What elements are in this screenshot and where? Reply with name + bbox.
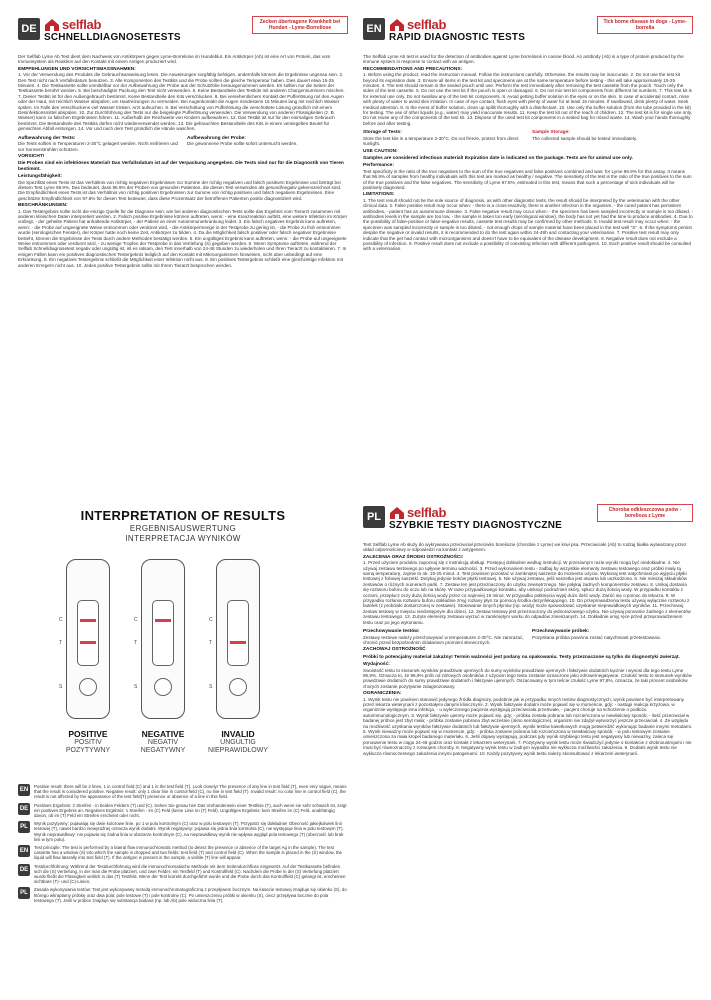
- test-line: [230, 641, 246, 644]
- lang-badge: PL: [18, 887, 30, 899]
- store-head-en: Storage of Tests:: [363, 130, 402, 136]
- interp-title: INTERPRETATION OF RESULTS: [80, 508, 286, 523]
- result-label-text: NIEPRAWIDŁOWY: [207, 747, 269, 754]
- house-logo-icon: [44, 18, 60, 32]
- interp-block-text: Positives Ergebnis: 2 Streifen - in beiden Feldern (T) und (C). Sehen Sie genau hin! Das Vorhandensein einer Testlinie (T), auch wenn sie sehr schwach ist, zeigt ein positives Ergebnis an. Negatives Ergebnis: 1 Streifen - im (C) Feld (keine Linie im (T) Feld). Ungültiges Ergebnis: kein Streifen im (C) Feld, unabhängig davon, ob im (T) Feld ein Streifen erscheint oder nicht.: [34, 802, 347, 819]
- result-window: [152, 600, 174, 666]
- interp-block-text: Testdurchführung: Während der Testdurchführung wird die immunochromatische Methode mit dem Seitendurchfluss eingesetzt. Auf der Testkassette befinden sich die (S) Vertiefung, in der man die Probe platziert, und zwei Felder: ein Testfeld (T) und Kontrollfeld (C). Nachdem die Probe in der (S) Vertiefung platziert wurde fließt die Flüssigkeit seitlich in das (T) Testfeld. Wenn der Test korrekt durchgeführt wurde und die Probe durch das Kontrollfeld (C) gelangt ist, erscheinen sichtbare (T)- und (C)-Linien.: [34, 863, 346, 885]
- store-de: Die Tests sollten in Temperaturen 2-30°C gelagert werden. Nicht einfrieren und vor Sonnenstrahlen schützen.: [18, 141, 178, 152]
- test-field-label: T: [59, 640, 63, 646]
- interp-block-text: Wynik pozytywny: pojawiają się dwie kolorowe linie, po 1 w polu kontrolnym (C) oraz w polu testowym (T). Przypatrz się dokładnie! Obecność jakiejkolwiek linii testowej (T), nawet bardzo niewyraźnej oznacza wynik dodatni. Wynik negatywny: pojawia się jedna linia kontrolna (C), nie występuje linia w polu testowym (T). Wynik nieprawidłowy: nie pojawia się żadna linia w obszarze kontrolnym (C), na nieprawidłowy wynik nie wpływa wygląd pola testowego (T) (obecność lub brak linii w tym polu).: [34, 821, 344, 842]
- interp-block: [18, 864, 348, 885]
- header-en: [363, 16, 693, 54]
- lim-head-de: BESCHRÄNKUNGEN:: [18, 203, 68, 209]
- lang-badge-en: EN: [363, 18, 385, 40]
- perf-en: Test specificity is the ratio of the true negatives to the sum of the true negatives and false positives combined and was: for Lyme 96.9% for this assay. It means that 96.9% of samples from healthy individuals with this test are marked as healthy / negative. The sensitivity of the test is the ratio of the true positives to the sum of the true positives and the false negatives. The sensitivity of Lyme 97.8%, estimated in this test, means that such a percentage of sick individuals will be positively diagnosed.: [363, 168, 692, 190]
- perf-de: Die Spezifität eines Tests ist das Verhältnis von richtig negativen Ergebnissen zur Summe der richtig negativen und falsch positiven Ergebnisse und beträgt bei diesem Test Lyme 96.9%. Das bedeutet, dass 96.9% der Proben von gesunden Patienten, die diesen Test verwenden als gesund/negativ gekennzeichnet sind. Die Empfindlichkeit eines Tests ist das Verhältnis von richtig positiven Ergebnissen zur Summe von richtig positiven und falsch negativen Ergebnissen. Eine geschätzte Empfindlichkeit von 97.8% für diesen Test bedeutet, dass diese Prozentsatz der betroffenen Patienten positiv diagnostiziert wird.: [18, 179, 342, 201]
- test-cassette: [209, 559, 260, 719]
- header-pl: [363, 504, 693, 542]
- brand-logo: [44, 17, 101, 32]
- lim-en: 1. The test result should not be the sole source of diagnosis, as with other diagnostic tests, the result should be interpreted by the veterinarian with the other clinical data. 2. False positive result may occur when: - there is a cross-reactivity, there is another infection in the organism, - the cured patient has persistent antibodies, - patient has an autoimmune disease. 3. False negative result may occur when: - the specimen has been sampled incorrectly or sample is too diluted, - antibodies levels in the sample are too low, - the sample is taken too early (serological window), the body has not yet had the time to produce antibodies. 4. Due to the possibility of false-positive or false-negative results, cassette test results may be confirmed by other methods. 5. Invalid test result may occur when: - the specimen was sampled incorrectly or sample is too diluted, - not enough drops of sample material have been placed in the test well "S". 6. If the symptoms persist despite the negative or invalid results, it is recommended to do the test again within 24-48h and contacting your veterinarian. 7. Positive test result may only indicate that the pet had contact with microorganisms and doesn't have to be equivalent of the disease development. 8. Negative result does not exclude a possibility of infection. 9. Positive result does not exclude a possibility of coexisting infection with different pathogens. 10. Each positive result should be consulted with a veterinarian.: [363, 197, 693, 252]
- test-cassettes: [18, 551, 348, 781]
- interp-blocks: [18, 784, 348, 903]
- perf-head-en: Performance:: [363, 163, 394, 169]
- lang-badge-de: DE: [18, 18, 40, 40]
- store-head-pl: Przechowywanie testów:: [363, 629, 420, 635]
- lim-head-pl: OGRANICZENIA:: [363, 691, 402, 697]
- interp-block-text: Positive result: there will be 2 lines, 1 in control field (C) and 1 in the test field (T). Look closely! The presence of any line in test field (T), even very vague, means that the result is considered positive. Negative result: only 1 clear line in control field (C), no line in test field (T). Invalid result: no color line in control field (C), the result is not affected by the appearance of the test field(T) presence or absence of a line in this field.: [34, 784, 347, 800]
- sample-well-label: S: [209, 684, 213, 690]
- page-title-en: RAPID DIAGNOSTIC TESTS: [389, 32, 526, 43]
- storage-de: [18, 134, 348, 152]
- result-label-text: NEGATYWNY: [140, 747, 186, 754]
- sample-well-label: S: [59, 684, 63, 690]
- result-label: [193, 729, 283, 755]
- store-pl: Zestawy testowe należy przechowywać w temperaturze 2-30°C. Nie zamrażać, chronić przed bezpośrednim działaniem promieni słonecznych.: [363, 634, 524, 645]
- brand-logo: [389, 505, 446, 520]
- interp-block: [18, 784, 348, 800]
- rec-pl: 1. Przed użyciem produktu zapoznaj się z instrukcją obsługi. Postępuj dokładnie według instrukcji. W przeciwnym razie wyniki mogą być niedokładne. 2. Nie używaj zestawu testowego po upływie terminu ważności. 3. Przed wykonaniem testu - zadbaj by wszystkie elementy zestawu testowego oraz próbki miały tą samą temperaturę, zajmie to ok. 15-25 minut. 4. Test powinien pozostać w zamkniętej saszetce do momentu użycia. Wykonaj test natychmiast po wyjęciu płytki testowej z foliowej saszetki. Dotykaj jedynie boków płytki testowej. 5. Nie używaj zestawu, jeśli saszetka jest otwarta lub uszkodzona. 6. Nie mieszaj składników zestawów o różnych numerach partii. 7. Zestaw ten jest przeznaczony do użytku zewnętrznego. Nie połykaj żadnych komponentów zestawu. 8. Unikaj dostania się roztworu buforu do oczu lub na skórę. W razie przypadkowego kontaktu, aby uniknąć podrażnień skóry, spłucz dużą ilością wody. W przypadku kontaktu z oczami, przepłucz oczy dużą ilością wody przez co najmniej 15 minut. W przypadku połknięcia wypij dużo ilość wody. Zwróć się o pomoc do lekarza. 9. W przypadku rozlania roztworu buforu dokładnie zmyj rozlany płyn za pomocą środka dezynfekującego. 10. Do przeprowadzenia testu używaj wyłącznie roztworu z butelek (z probówki dostarczonej w zestawie). Stosowanie innych płynów (np. wody) może spowodować uzyskanie nieprawidłowych wyników. 11. Przechowuj zestaw testowy w miejscu niedostępnym dla dzieci. 12. Zestaw testowy jest przeznaczony do jednorazowego użytku. Nie używaj ponownie żadnego z elementów zestawu testowego. 13. Zużyte elementy zestawu wyrzuć w zamkniętym worku do odpadów zmieszanych. 14. Dokładnie umyj ręce przed przeprowadzeniem testu oraz po jego wykonaniu.: [363, 560, 691, 625]
- house-logo-icon: [389, 506, 405, 520]
- sample-well-label: S: [134, 684, 138, 690]
- intro-pl: Test Selflab Lyme Ab służy do wykrywania przeciwciał przeciwko boreliozie (chorobie z Lyme) we krwi psa. Przeciwciało (Ab) to rodzaj białka wytwarzany przez układ odpornościowy w odpowiedzi na kontakt z antygenem.: [363, 542, 687, 553]
- caution-en: Samples are considered infectious material! Expiration date is indicated on the package. Tests are for animal use only.: [363, 155, 633, 161]
- body-en: [363, 54, 693, 252]
- control-field-label: C: [134, 617, 138, 623]
- interp-block-text: Zasada wykonywania testów: Test jest wykonywany metodą immunochromatograficzną z przepływem bocznym. Na kasecie testowej znajduje się okienko (S), do którego wkraplamy próbkę oraz dwa pola: pole testowe (T) i pole kontrolne (C). Po umieszczeniu próbki w okienku (S), ciecz przepływa bocznie do pola testowego (T). Jeśli w próbce znajduje się substancja badana (np. lub Ab) pole widoczna linia (T).: [34, 887, 347, 903]
- sample-head-en: Sample Storage:: [532, 130, 570, 136]
- result-label-text: INVALID: [221, 729, 255, 739]
- brand-name: selflab: [407, 17, 447, 32]
- intro-de: Der Selflab Lyme Ab Test dient dem Nachweis von Antikörpern gegen Lyme-Borreliose im Hundeblut. Ein Antikörper (Ab) ist eine Art von Protein, das vom Immunsystem als Reaktion auf den Kontakt mit einem Antigen produziert wird.: [18, 54, 331, 65]
- disease-tag-en: Tick borne disease in dogs - Lyme-borrelia: [597, 16, 693, 34]
- page-title-pl: SZYBKIE TESTY DIAGNOSTYCZNE: [389, 520, 563, 531]
- result-label-text: POZYTYWNY: [65, 747, 111, 754]
- sample-de: Die gewonnene Probe sollte sofort untersucht werden.: [187, 141, 298, 147]
- lang-badge: PL: [18, 821, 30, 833]
- lim-head-en: LIMITATIONS:: [363, 192, 395, 198]
- result-label-text: NEGATIVE: [141, 729, 185, 739]
- caution-head-de: VORSICHT!: [18, 153, 45, 159]
- sample-well: [79, 678, 97, 696]
- sample-en: The collected sample should be tested immediately.: [532, 135, 638, 141]
- sample-head-de: Aufbewahrung der Probe:: [187, 135, 246, 141]
- control-field-label: C: [209, 617, 213, 623]
- rec-de: 1. Vor der Verwendung des Produkts die Gebrauchsanweisung lesen. Die Anweisungen sorgfältig befolgen, andernfalls können die Ergebnisse ungenau sein. 2. Den Test nicht nach Verfallsdatum benutzen. 3. Alle Komponenten des Testkits und die Probe sollten die gleiche Temperatur haben. Dies dauert etwa 15-25 Minuten. 4. Die Testkassette sollte unmittelbar vor der Aufbewahrung der Probe aus der Schutzfolie herausgenommen werden. Es sollten nur die Seiten der Testkassette berührt werden. 5. Bei beschädigter Packung den Test nicht verwenden. 6. Keine Bestandteile des Testkits mit anderen Chargennummern mischen. 7. Dieser Testkit ist für den Außengebrauch bestimmt. Keine Bestandteile des Kits verschlucken. 8. Bei versehentlichem Kontakt der Pufferlösung mit den Augen oder der Haut, mit reichlich Wasser abspülen; um Hautreizungen zu vermeiden. Bei Augenkontakt die Augen mindestens 15 Minuten lang mit reichlich Wasser spülen. Im Falle des Verschluckens viel Wasser trinken. Arzt aufsuchen. 9. Bei Verschüttung von Pufferlösung die verschüttete Lösung gründlich mit einem Desinfektionsmittel abspülen. 10. Zur Durchführung des Tests nur die beigelegte Pufferlösung verwenden. Die Verwendung von anderen Flüssigkeiten (z. B. Wasser) kann zu falschen Ergebnissen führen. 11. Außerhalb der Reichweite von Kindern aufbewahren. 12. Das Testkit ist nur für den einmaligen Gebrauch bestimmt. Die Bestandteile des Testkits dürfen nicht wiederverwendet werden. 13. Die gebrauchten Bestandteile des Kits in einem versiegelten Beutel für gemischten Abfall entsorgen. 14. Vor und nach dem Test gründlich die Hände waschen.: [18, 72, 345, 132]
- lang-badge: EN: [18, 784, 30, 796]
- header-de: [18, 16, 348, 54]
- perf-head-pl: Wydajność:: [363, 662, 390, 668]
- sample-well: [229, 678, 247, 696]
- section-pl: [363, 504, 693, 992]
- interp-subtitle-pl: INTERPRETACJA WYNIKÓW: [125, 534, 241, 543]
- lang-badge-pl: PL: [363, 506, 385, 528]
- intro-en: The Selflab Lyme Ab test is used for the detection of antibodies against Lyme borreliosis in canine blood. An antibody (Ab) is a type of protein produced by the immune system in response to contact with an antigen.: [363, 54, 684, 65]
- section-interpretation: [18, 504, 348, 992]
- page-title-de: SCHNELLDIAGNOSETESTS: [44, 32, 181, 43]
- interp-block-text: Test principle: The test is performed by a lateral flow immunochromatic method (to detect the presence or absence of the target Ag in the sample). The test cassette has a window (S) into which the sample is dropped and two fields: test field (T) and control field (C). When the sample is placed in the (S) window, the liquid will flow laterally into test field (T). If the antigen is present in the sample, a visible (T) line will appear.: [34, 845, 342, 861]
- test-field-label: T: [209, 640, 213, 646]
- caution-pl: Próbki to potencjalny materiał zakaźny! Termin ważności jest podany na opakowaniu. Testy przeznaczone są tylko do diagnostyki zwierząt.: [363, 654, 680, 660]
- interp-block: [18, 803, 348, 819]
- result-label-text: POSITIV: [74, 739, 102, 746]
- lim-de: 1. Das Testergebnis sollte nicht die einzige Quelle für die Diagnose sein; wie bei anderen diagnostischen Tests sollte das Ergebnis vom Tierarzt zusammen mit anderen klinischen Daten interpretiert werden. 2. Falsch positive Ergebnisse können auftreten, wenn: - eine Kreuzreaktion auftritt, eine weitere Infektion im Körper vorliegt, - der geheilte Patient hat anhaltende Antikörper, - der Patient an einer Autoimmunerkrankung leidet. 3. Ein falsch negatives Ergebnis kann auftreten, wenn: - die Probe auf ungeeignete Weise entnommen oder verdünnt wird, - die Antikörpermenge in der Testprobe zu gering ist, - die Probe zu früh entnommen wurde (serologisches Fenster), der Körper hatte noch keine Zeit, Antikörper zu bilden. 4. Da die Möglichkeit falsch positiver oder falsch negativer Ergebnisse besteht, können die Ergebnisse der Tests durch andere Methoden bestätigt werden. 5. Ein ungültiges Ergebnis kann auftreten, wenn: - die Probe auf ungeeignete Weise entnommen oder verdünnt wird, - zu wenige Tropfen der Testprobe in das Vertiefung (S) gegeben werden. 6. Wenn Symptome auftreten, während der Selflab Schnelldiagnosetest negativ oder ungültig ist, ist es ratsam, den Test innerhalb von 24-48 Stunden zu wiederholen und Ihren Tierarzt zu kontaktieren. 7. In einigen Fällen kann ein positives diagnostisches Testergebnis lediglich auf den Kontakt mit Mikroorganismen hinweisen, nicht aber unbedingt auf eine Erkrankung. 8. Ein negatives Testergebnis schließt die Möglichkeit einer Infektion nicht aus. 9. Ein positives Testergebnis schließt eine gleichzeitige Infektion mit anderen Erregern nicht aus. 10. Jedes positive Testergebnis sollte mit Ihrem Tierarzt besprochen werden.: [18, 208, 348, 268]
- control-field-label: C: [59, 617, 63, 623]
- test-cassette: [134, 559, 185, 719]
- sample-well: [154, 678, 172, 696]
- test-cassette: [59, 559, 110, 719]
- lim-pl: 1. Wynik testu nie powinien stanowić jedynego źródła diagnozy, podobnie jak w przypadku innych testów diagnostycznych, wynik powinien być interpretowany przez lekarza weterynarii z pozostałymi danymi klinicznymi. 2. Wynik fałszywie dodatni może pojawić się w momencie, gdy: - nastąpi reakcja krzyżowa, w organizmie występuje inna infekcja, - u wyleczonego pacjenta występują przeciwciała przetrwałe, - pacjent choruje na schorzenie o podłożu autoimmunologicznym. 3. Wynik fałszywie ujemny może pojawić się, gdy: - próbka została pobrana lub rozcieńczona w niewłaściwy sposób; - ilość przeciwciał w badanej próbce jest zbyt mała; - próbka zostanie pobrana zbyt wcześnie (okno serologiczne), organizm nie zdążył wytworzyć jeszcze przeciwciał. 4. Ze względu na możliwość uzyskania wyników fałszywie dodatnich lub fałszywie ujemnych, wyniki testów kasetkowych mogą potwierdzić wykonując badanie innymi metodami. 5. Wynik nieważny może pojawić się w momencie, gdy: - próbka zostanie pobrana lub rozcieńczona w niewłaściwy sposób; - w polu testowym zostanie umieszczona za mała kropel badanego materiału. 6. Jeśli objawy występują, podczas gdy wynik szybkiego testu jest negatywny lub nieważny, zaleca się ponowienie testu w ciągu 24-48 godzin oraz kontakt z lekarzem weterynarii. 7. Pozytywny wynik testu może świadczyć jedynie o kontakcie z drobnoustrojami i nie musi być równoznaczny z rozwojem choroby. 8. Negatywny wynik testu w żadnym wypadku nie wyklucza możliwości zakażenia. 9. Dodatni wynik testu nie wyklucza równoczesnego zakażenia innymi patogenami. 10. Każdy pozytywny wynik testu należy skonsultować z lekarzem weterynarii.: [363, 696, 693, 756]
- rec-en: 1. Before using the product, read the instruction manual. Follow the instructions carefully. Otherwise, the results may be inaccurate. 2. Do not use the test kit beyond its expiration date. 3. Ensure all items in the test kit and specimens are at the same temperature before testing - this will take approximately 15-25 minutes. 4. The test should remain in the sealed pouch until use. Perform the test immediately after removing the test cassette from the pouch. Touch only the sides of the test cassette. 5. Do not use the test kit if the pouch is open or damaged. 6. Do not mix test kit components from different lot numbers. 7. This test kit is for external use only. Do not swallow any of the test kit components. 8. Avoid getting buffer solution in the eyes or on the skin. In case of accidental contact, rinse with plenty of water to avoid skin irritation. In case of eye contact, flush eyes with plenty of water for at least 15 minutes. If swallowed, drink plenty of water. Seek medical attention. 9. In the event of buffer solution, clean up spills thoroughly with a disinfectant. 10. Use only the buffer solution (from the tube provided in the kit) for testing. The use of other liquids (e.g., water) may yield inaccurate results. 11. Keep the test kit out of the reach of children. 12. The test kit is for single use only. Do not reuse any of the components of the test kit. 13. Dispose of the used test kit components in a sealed bag for mixed waste. 14. Wash your hands thoroughly before and after testing.: [363, 72, 693, 126]
- rec-head-pl: ZALECENIA ORAZ ŚRODKI OSTROŻNOŚCI:: [363, 554, 464, 560]
- test-line: [80, 641, 96, 644]
- lang-badge: EN: [18, 845, 30, 857]
- interp-block: [18, 887, 348, 903]
- section-de: [18, 16, 348, 486]
- storage-en: [363, 128, 693, 146]
- caution-head-en: USE CAUTION:: [363, 148, 398, 154]
- store-head-de: Aufbewahrung der Tests:: [18, 135, 76, 141]
- sample-pl: Pozyskana próbka powinna zostać natychmiast przetestowana.: [532, 634, 661, 640]
- perf-head-de: Leistungsfähigkeit:: [18, 174, 62, 180]
- sample-head-pl: Przechowywanie próbek:: [532, 629, 590, 635]
- caution-de: Die Proben sind ein infektiöses Material! Das Verfallsdatum ist auf der Verpackung angegeben. Die Tests sind nur für die Diagnostik von Tieren bestimmt.: [18, 161, 344, 172]
- result-window: [77, 600, 99, 666]
- store-en: Store the test kits in a temperature 2-30°C. Do not freeze, protect from direct sunlight.: [363, 135, 519, 147]
- storage-pl: [363, 627, 693, 645]
- control-line: [80, 619, 96, 622]
- control-line: [155, 619, 171, 622]
- lang-badge: DE: [18, 864, 30, 876]
- caution-head-pl: ZACHOWAJ OSTROŻNOŚĆ: [363, 647, 426, 653]
- rec-head-de: EMPFEHLUNGEN UND VORSICHTSMASSNAHMEN:: [18, 66, 136, 72]
- brand-logo: [389, 17, 446, 32]
- result-label-text: NEGATIV: [147, 739, 179, 746]
- result-window: [227, 600, 249, 666]
- body-pl: [363, 542, 693, 756]
- disease-tag-de: Zecken übertragene Krankheit bei Hunden - Lyme-Borreliose: [252, 16, 348, 34]
- interp-block: [18, 821, 348, 842]
- lang-badge: DE: [18, 803, 30, 815]
- brand-name: selflab: [62, 17, 102, 32]
- result-label-text: POSITIVE: [68, 729, 108, 739]
- perf-pl: Swoistość testu to stosunek wyników prawdziwie ujemnych do sumy wyników prawdziwie ujemnych i fałszywie dodatnich łącznie i wynosi dla tego testu Lyme 96,9%. Oznacza to, że 96,9% prób od zdrowych osobników z użyciem tego testu zostanie oznaczone jako zdrowe/negatywne. Czułość testu to stosunek wyników prawdziwie dodatnich do sumy prawdziwie dodatnich i fałszywie ujemnych. Oszacowany w tym teście czułość Lyme 97,8%, oznacza, że taki procent osobników chorych zostanie pozytywnie zdiagnozowany.: [363, 667, 692, 689]
- result-label-text: UNGÜLTIG: [220, 739, 256, 746]
- house-logo-icon: [389, 18, 405, 32]
- disease-tag-pl: Choroba odkleszczowa psów - borelioza z Lyme: [597, 504, 693, 522]
- brand-name: selflab: [407, 505, 447, 520]
- interp-subtitle-de: ERGEBNISAUSWERTUNG: [129, 524, 237, 533]
- body-de: [18, 54, 348, 268]
- test-field-label: T: [134, 640, 138, 646]
- rec-head-en: RECOMMENDATIONS AND PRECAUTIONS:: [363, 66, 463, 72]
- interp-block: [18, 845, 348, 861]
- section-en: [363, 16, 693, 486]
